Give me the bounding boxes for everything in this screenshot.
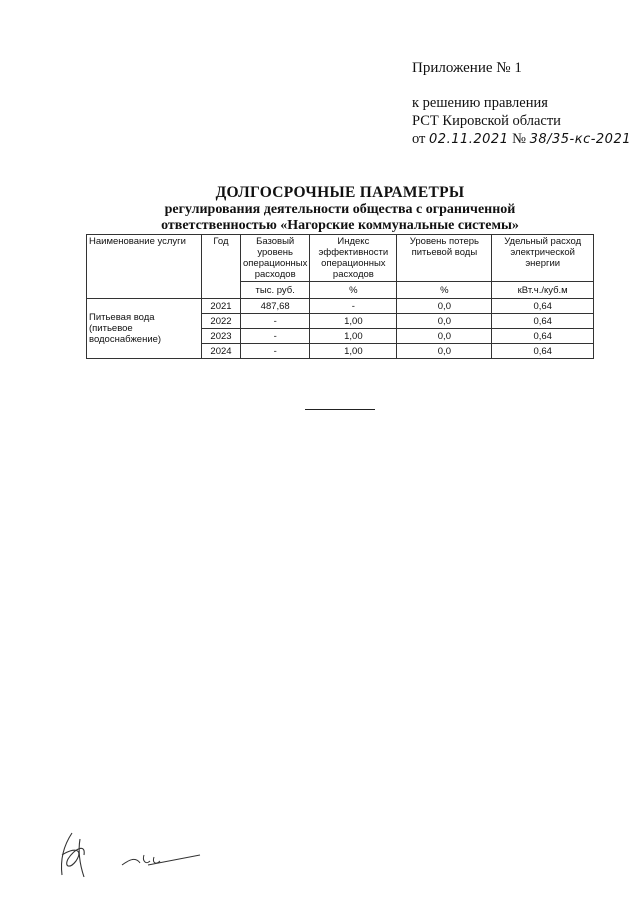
row-index: 1,00 [310, 329, 397, 344]
title-line1: ДОЛГОСРОЧНЫЕ ПАРАМЕТРЫ [215, 184, 465, 201]
decision-number-sign: № [512, 131, 526, 147]
unit-energy: кВт.ч./куб.м [492, 282, 594, 299]
row-base: - [241, 314, 310, 329]
row-base: 487,68 [241, 299, 310, 314]
row-energy: 0,64 [492, 344, 594, 359]
row-energy: 0,64 [492, 299, 594, 314]
header-year: Год [202, 235, 241, 299]
row-energy: 0,64 [492, 314, 594, 329]
header-base: Базовый уровень операционных расходов [241, 235, 310, 282]
header-energy: Удельный расход электрической энергии [492, 235, 594, 282]
row-base: - [241, 329, 310, 344]
document-title [60, 184, 620, 234]
table-row [87, 299, 594, 314]
row-index: 1,00 [310, 344, 397, 359]
table-header-row [87, 235, 594, 282]
title-line2: регулирования деятельности общества с ограниченной [164, 202, 516, 217]
decision-block [412, 94, 631, 149]
header-loss: Уровень потерь питьевой воды [397, 235, 492, 282]
row-index: 1,00 [310, 314, 397, 329]
decision-line3 [412, 130, 631, 149]
parameters-table [86, 234, 594, 359]
decision-date: 02.11.2021 [429, 132, 509, 147]
row-energy: 0,64 [492, 329, 594, 344]
decision-prefix: от [412, 131, 426, 147]
decision-line2: РСТ Кировской области [412, 113, 561, 129]
unit-index: % [310, 282, 397, 299]
row-year: 2024 [202, 344, 241, 359]
unit-loss: % [397, 282, 492, 299]
decision-number: 38/35-кс-2021 [529, 132, 631, 147]
unit-base: тыс. руб. [241, 282, 310, 299]
service-name: Питьевая вода (питьевое водоснабжение) [87, 299, 202, 359]
row-loss: 0,0 [397, 314, 492, 329]
decision-line1: к решению правления [412, 95, 548, 111]
header-index: Индекс эффективности операционных расходов [310, 235, 397, 282]
row-year: 2022 [202, 314, 241, 329]
row-loss: 0,0 [397, 299, 492, 314]
row-loss: 0,0 [397, 329, 492, 344]
row-year: 2023 [202, 329, 241, 344]
row-index: - [310, 299, 397, 314]
appendix-label: Приложение № 1 [412, 60, 522, 76]
title-line3: ответственностью «Нагорские коммунальные системы» [161, 218, 519, 233]
row-loss: 0,0 [397, 344, 492, 359]
end-divider [305, 409, 375, 410]
header-service: Наименование услуги [87, 235, 202, 299]
row-year: 2021 [202, 299, 241, 314]
row-base: - [241, 344, 310, 359]
handwritten-signature [50, 825, 220, 885]
